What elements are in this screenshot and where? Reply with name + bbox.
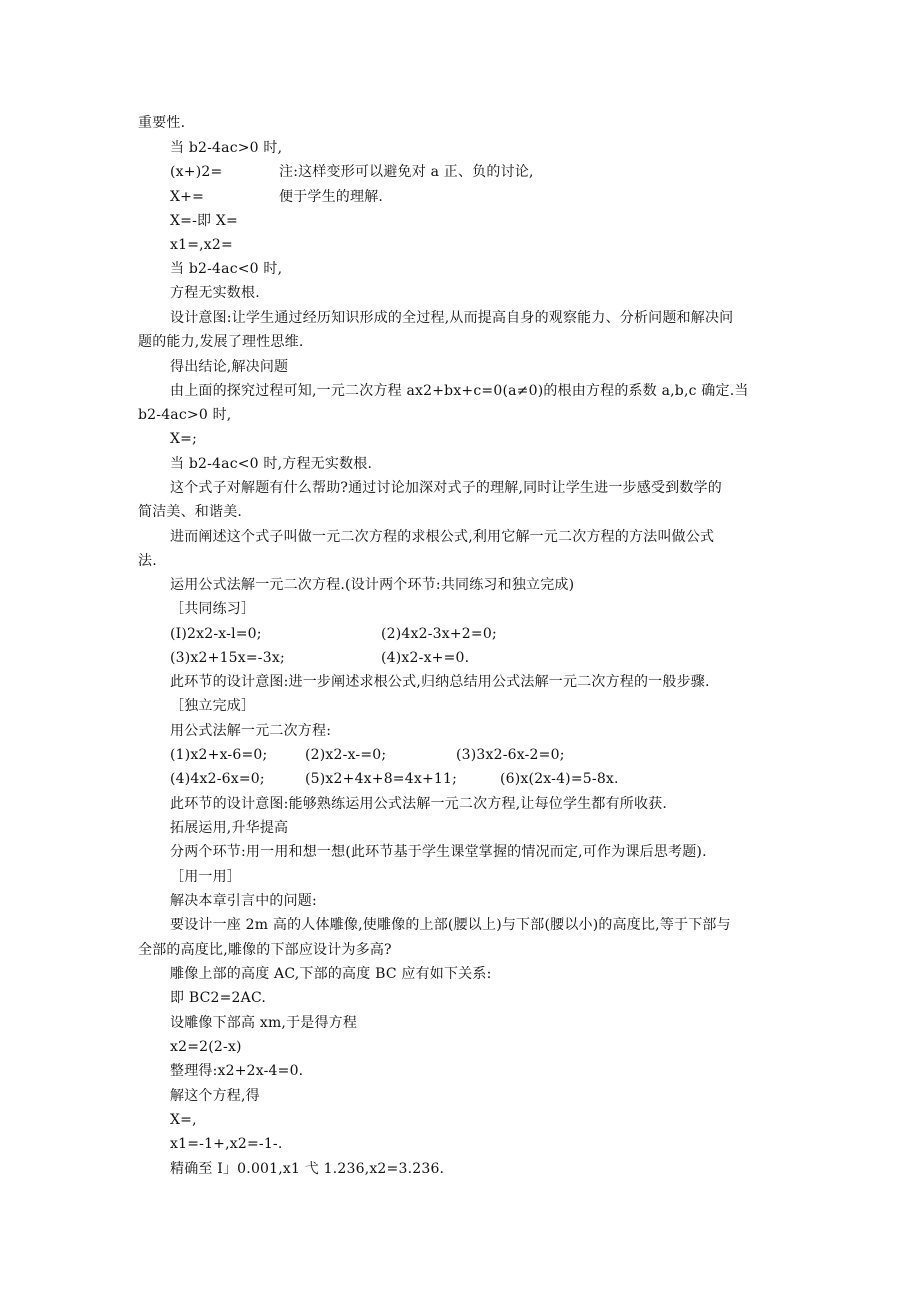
text-line: 设雕像下部高 xm,于是得方程: [170, 1015, 358, 1031]
text-line: 雕像上部的高度 AC,下部的高度 BC 应有如下关系:: [170, 966, 492, 982]
text-line: X=-即 X=: [170, 213, 238, 229]
text-line: 重要性.: [138, 115, 186, 131]
text-line: 解决本章引言中的问题:: [170, 893, 317, 909]
exercise-item: (1)x2+x-6=0;: [170, 747, 268, 763]
text-line: X=,: [170, 1112, 197, 1128]
text-line: 运用公式法解一元二次方程.(设计两个环节:共同练习和独立完成): [170, 577, 575, 593]
exercise-item: (4)4x2-6x=0;: [170, 771, 265, 787]
text-line: x2=2(2-x): [170, 1039, 242, 1055]
text-line: X=;: [170, 431, 198, 447]
side-note: 便于学生的理解.: [279, 189, 384, 205]
text-line: 当 b2-4ac>0 时,: [170, 140, 283, 156]
text-line: x1=,x2=: [170, 237, 233, 253]
exercise-item: (4)x2-x+=0.: [381, 650, 470, 666]
text-line: 精确至 I」0.001,x1 弋 1.236,x2=3.236.: [170, 1161, 445, 1177]
subsection-label: ［独立完成］: [170, 698, 256, 714]
text-line: 此环节的设计意图:进一步阐述求根公式,归纳总结用公式法解一元二次方程的一般步骤.: [170, 674, 710, 690]
text-line: x1=-1+,x2=-1-.: [170, 1136, 283, 1152]
section-heading: 拓展运用,升华提高: [170, 820, 289, 836]
text-line: X+=: [170, 189, 205, 205]
text-line: 简洁美、和谐美.: [138, 504, 243, 520]
text-line: (x+)2=: [170, 164, 223, 180]
text-line: 用公式法解一元二次方程:: [170, 723, 332, 739]
text-line: 当 b2-4ac<0 时,: [170, 261, 283, 277]
text-line: 解这个方程,得: [170, 1088, 260, 1104]
text-line: 题的能力,发展了理性思维.: [138, 334, 304, 350]
text-line: 设计意图:让学生通过经历知识形成的全过程,从而提高自身的观察能力、分析问题和解决问: [170, 310, 734, 326]
subsection-label: ［用一用］: [170, 869, 241, 885]
text-line: 这个式子对解题有什么帮助?通过讨论加深对式子的理解,同时让学生进一步感受到数学的: [170, 480, 722, 496]
text-line: 此环节的设计意图:能够熟练运用公式法解一元二次方程,让每位学生都有所收获.: [170, 796, 668, 812]
text-line: 全部的高度比,雕像的下部应设计为多高?: [138, 942, 392, 958]
exercise-item: (2)x2-x-=0;: [305, 747, 387, 763]
exercise-item: (5)x2+4x+8=4x+11;: [305, 771, 457, 787]
exercise-item: (3)3x2-6x-2=0;: [456, 747, 565, 763]
exercise-item: (6)x(2x-4)=5-8x.: [500, 771, 619, 787]
text-line: 进而阐述这个式子叫做一元二次方程的求根公式,利用它解一元二次方程的方法叫做公式: [170, 529, 715, 545]
text-line: 法.: [138, 553, 157, 569]
exercise-item: (2)4x2-3x+2=0;: [381, 626, 497, 642]
text-line: 要设计一座 2m 高的人体雕像,使雕像的上部(腰以上)与下部(腰以小)的高度比,等于下部与: [170, 917, 731, 933]
text-line: 整理得:x2+2x-4=0.: [170, 1063, 304, 1079]
side-note: 注:这样变形可以避免对 a 正、负的讨论,: [279, 164, 534, 180]
text-line: b2-4ac>0 时,: [138, 407, 232, 423]
exercise-item: (I)2x2-x-l=0;: [170, 626, 262, 642]
text-line: 即 BC2=2AC.: [170, 990, 267, 1006]
text-line: 当 b2-4ac<0 时,方程无实数根.: [170, 456, 373, 472]
exercise-item: (3)x2+15x=-3x;: [170, 650, 285, 666]
subsection-label: ［共同练习］: [170, 601, 256, 617]
text-line: 由上面的探究过程可知,一元二次方程 ax2+bx+c=0(a≠0)的根由方程的系数 a,b,c 确定.当: [170, 383, 749, 399]
section-heading: 得出结论,解决问题: [170, 359, 289, 375]
text-line: 方程无实数根.: [170, 285, 260, 301]
text-line: 分两个环节:用一用和想一想(此环节基于学生课堂掌握的情况而定,可作为课后思考题).: [170, 844, 707, 860]
